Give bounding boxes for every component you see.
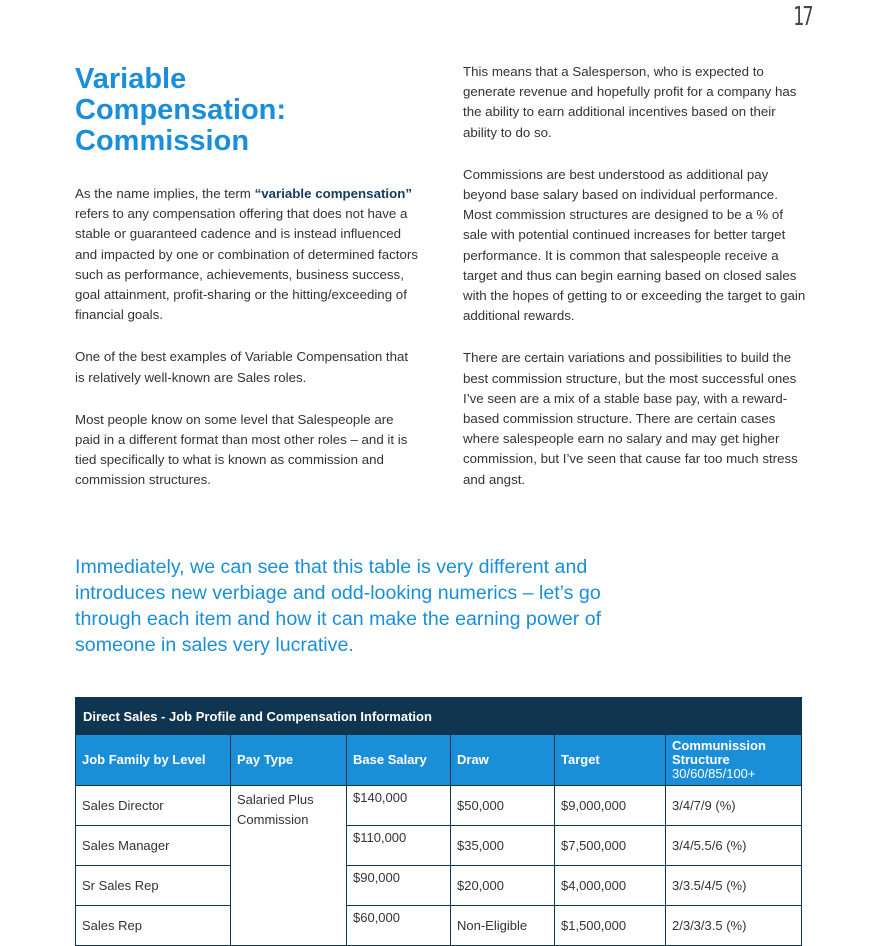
draw-cell: $20,000 — [451, 866, 555, 906]
job-cell: Sales Manager — [76, 826, 231, 866]
table-row — [76, 906, 802, 946]
structure-cell: 3/4/7/9 (%) — [666, 786, 802, 826]
compensation-table — [75, 697, 802, 946]
right-paragraph-2: Commissions are best understood as additional pay beyond base salary based on individual performance. Most commission structures are designed to be a % of sale with potential continued increases for better target performance. It is common that salespeople receive a target and thus can begin earning based on closed sales with the hopes of getting to or exceeding the target to gain additional rewards. — [463, 166, 806, 324]
left-paragraph-1 — [75, 184, 420, 325]
header-commission-label: Communission Structure — [672, 738, 766, 767]
structure-cell: 3/3.5/4/5 (%) — [666, 866, 802, 906]
draw-cell: $50,000 — [451, 786, 555, 826]
page-title: Variable Compensation: Commission — [75, 63, 287, 157]
left-column — [75, 184, 420, 513]
target-cell: $1,500,000 — [555, 906, 666, 946]
job-cell: Sr Sales Rep — [76, 866, 231, 906]
base-salary-cell: $140,000 — [347, 786, 451, 826]
table-row — [76, 786, 802, 826]
right-paragraph-1: This means that a Salesperson, who is expected to generate revenue and hopefully profit for a company has the ability to earn additional incentives based on their ability to do so. — [463, 64, 797, 140]
header-pay-type: Pay Type — [231, 735, 347, 786]
page-number: 17 — [793, 2, 813, 32]
base-salary-cell: $60,000 — [347, 906, 451, 946]
right-paragraph-3: There are certain variations and possibilities to build the best commission structure, but the most successful ones I’ve seen are a mix of a stable base pay, with a reward-based commission structure. There are certain cases where salespeople earn no salary and may get higher commission, but I’ve seen that cause far too much stress and angst. — [463, 350, 798, 487]
callout-quote: Immediately, we can see that this table is very different and introduces new verbiage and odd-looking numerics – let’s go through each item and how it can make the earning power of someone in sales very lucrative. — [75, 556, 602, 656]
left-p1-rest: refers to any compensation offering that does not have a stable or guaranteed cadence and is instead influenced and impacted by one or combination of determined factors such as performance, achievements, business success, goal attainment, profit-sharing or the hitting/exceeding of financial goals. — [75, 206, 418, 323]
draw-cell: $35,000 — [451, 826, 555, 866]
structure-cell: 3/4/5.5/6 (%) — [666, 826, 802, 866]
target-cell: $4,000,000 — [555, 866, 666, 906]
left-paragraph-2: One of the best examples of Variable Compensation that is relatively well-known are Sales roles. — [75, 349, 409, 385]
header-commission-structure — [666, 735, 802, 786]
pay-type-cell: Salaried Plus Commission — [231, 786, 347, 946]
header-base-salary: Base Salary — [347, 735, 451, 786]
header-target: Target — [555, 735, 666, 786]
table-caption: Direct Sales - Job Profile and Compensation Information — [76, 698, 802, 735]
right-column — [463, 62, 808, 512]
table-row — [76, 826, 802, 866]
left-p1-intro: As the name implies, the term — [75, 186, 255, 201]
base-salary-cell: $110,000 — [347, 826, 451, 866]
header-draw: Draw — [451, 735, 555, 786]
base-salary-cell: $90,000 — [347, 866, 451, 906]
table-row — [76, 866, 802, 906]
target-cell: $7,500,000 — [555, 826, 666, 866]
structure-cell: 2/3/3/3.5 (%) — [666, 906, 802, 946]
draw-cell: Non-Eligible — [451, 906, 555, 946]
header-commission-tiers: 30/60/85/100+ — [672, 766, 756, 781]
left-paragraph-3: Most people know on some level that Salespeople are paid in a different format than most other roles – and it is tied specifically to what is known as commission and commission structures. — [75, 411, 408, 488]
target-cell: $9,000,000 — [555, 786, 666, 826]
variable-compensation-term: “variable compensation” — [254, 186, 412, 201]
header-job-family: Job Family by Level — [76, 735, 231, 786]
job-cell: Sales Director — [76, 786, 231, 826]
job-cell: Sales Rep — [76, 906, 231, 946]
